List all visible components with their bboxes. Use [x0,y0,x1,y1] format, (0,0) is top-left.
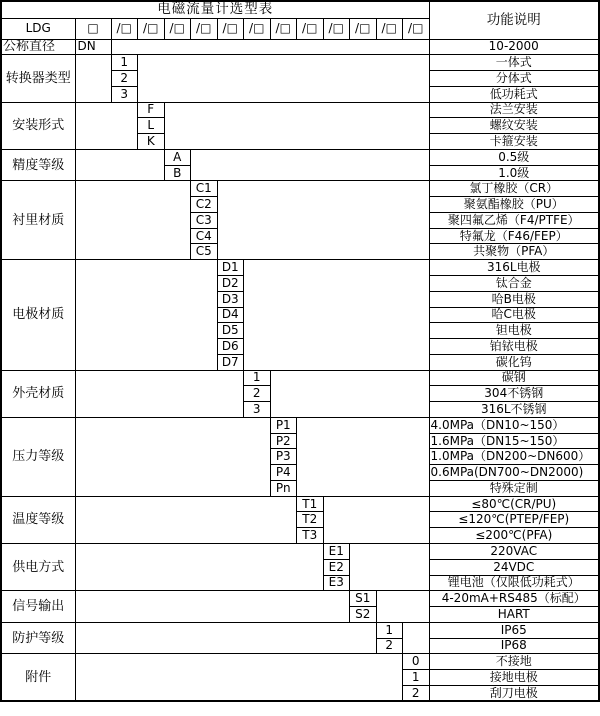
empty-cell [75,370,244,417]
empty-cell [75,55,111,102]
option-code: 1 [111,55,138,71]
section-label: 安装形式 [1,102,75,149]
option-function: 1.0MPa（DN200~DN600） [429,449,599,465]
option-function: 分体式 [429,71,599,87]
option-function: 锂电池（仅限低功耗式） [429,575,599,591]
option-code: C4 [191,228,218,244]
option-code: L [138,118,165,134]
option-code: K [138,134,165,150]
model-base-box: □ [75,18,111,39]
table-row [1,622,599,638]
option-code: D4 [217,307,244,323]
option-code: 2 [244,386,271,402]
empty-cell [297,417,430,496]
option-code: 3 [111,86,138,102]
option-function: 钛合金 [429,275,599,291]
model-slot-box: /□ [138,18,165,39]
option-code: P3 [270,449,297,465]
option-code: 3 [244,402,271,418]
empty-cell [164,102,429,149]
option-function: 共聚物（PFA） [429,244,599,260]
option-code: S2 [350,607,377,623]
option-code: 0 [403,654,430,670]
option-code: C2 [191,197,218,213]
table-row [1,181,599,197]
option-code: T1 [297,496,324,512]
option-function: 0.5级 [429,149,599,165]
empty-cell [75,149,164,181]
option-code: 2 [376,638,403,654]
option-code: D3 [217,291,244,307]
option-function: 哈C电极 [429,307,599,323]
option-function: 哈B电极 [429,291,599,307]
option-function: 1.0级 [429,165,599,181]
section-label: 防护等级 [1,622,75,654]
model-slot-box: /□ [270,18,297,39]
model-slot-box: /□ [217,18,244,39]
option-function: ≤200℃(PFA) [429,528,599,544]
option-function: 氯丁橡胶（CR） [429,181,599,197]
option-function: 聚氨酯橡胶（PU） [429,197,599,213]
option-function: 一体式 [429,55,599,71]
option-code: 2 [403,685,430,701]
empty-cell [350,544,430,591]
empty-cell [75,260,217,370]
model-prefix-label: LDG [1,18,75,39]
option-function: 碳钢 [429,370,599,386]
section-label: 精度等级 [1,149,75,181]
option-code: DN [75,39,111,55]
option-function: IP65 [429,622,599,638]
option-code: P2 [270,433,297,449]
option-function: 特氟龙（F46/FEP） [429,228,599,244]
option-function: 1.6MPa（DN15~150） [429,433,599,449]
option-function: 特殊定制 [429,480,599,496]
empty-cell [138,55,430,102]
option-code: D5 [217,323,244,339]
model-slot-box: /□ [323,18,350,39]
option-code: Pn [270,480,297,496]
option-function: 螺纹安装 [429,118,599,134]
option-code: 1 [244,370,271,386]
model-slot-box: /□ [350,18,377,39]
empty-cell [376,591,429,623]
option-code: F [138,102,165,118]
model-slot-box: /□ [111,18,138,39]
empty-cell [75,181,191,260]
page-title: 电磁流量计选型表 [1,1,429,18]
option-code: P4 [270,465,297,481]
option-function: 卡箍安装 [429,134,599,150]
option-code: E2 [323,559,350,575]
section-label: 电极材质 [1,260,75,370]
option-function: IP68 [429,638,599,654]
section-label: 外壳材质 [1,370,75,417]
option-function: 0.6MPa(DN700~DN2000) [429,465,599,481]
model-slot-box: /□ [297,18,324,39]
model-slot-box: /□ [191,18,218,39]
option-function: ≤120℃(PTEP/FEP) [429,512,599,528]
table-row [1,102,599,118]
option-code: D1 [217,260,244,276]
option-code: C5 [191,244,218,260]
section-label: 压力等级 [1,417,75,496]
option-function: 铂铱电极 [429,339,599,355]
option-function: 220VAC [429,544,599,560]
option-code: T2 [297,512,324,528]
empty-cell [217,181,429,260]
model-slot-box: /□ [164,18,191,39]
empty-cell [75,102,138,149]
option-function: 4-20mA+RS485（标配） [429,591,599,607]
option-function: 316L不锈钢 [429,402,599,418]
option-function: 304不锈钢 [429,386,599,402]
empty-cell [75,591,350,623]
empty-cell [75,417,270,496]
table-row [1,417,599,433]
option-function: 碳化钨 [429,354,599,370]
table-row [1,496,599,512]
table-row [1,654,599,670]
option-function: ≤80℃(CR/PU) [429,496,599,512]
empty-cell [270,370,429,417]
table-row [1,370,599,386]
option-function: 接地电极 [429,670,599,686]
section-label: 衬里材质 [1,181,75,260]
option-code: C1 [191,181,218,197]
empty-cell [111,39,429,55]
option-function: 4.0MPa（DN10~150） [429,417,599,433]
option-code: E3 [323,575,350,591]
empty-cell [75,622,376,654]
section-label: 信号输出 [1,591,75,623]
option-function: 刮刀电极 [429,685,599,701]
empty-cell [75,654,403,701]
table-row [1,149,599,165]
option-code: P1 [270,417,297,433]
empty-cell [403,622,430,654]
table-row [1,55,599,71]
option-code: D7 [217,354,244,370]
section-label: 供电方式 [1,544,75,591]
table-row [1,260,599,276]
function-column-header: 功能说明 [429,1,599,39]
option-code: 1 [403,670,430,686]
empty-cell [191,149,430,181]
section-label: 转换器类型 [1,55,75,102]
option-code: D6 [217,339,244,355]
model-slot-box: /□ [403,18,430,39]
option-function: 聚四氟乙烯（F4/PTFE） [429,212,599,228]
empty-cell [75,496,297,543]
model-slot-box: /□ [376,18,403,39]
option-code: D2 [217,275,244,291]
section-label: 附件 [1,654,75,701]
option-code: B [164,165,191,181]
option-function: 24VDC [429,559,599,575]
model-slot-box: /□ [244,18,271,39]
option-function: HART [429,607,599,623]
option-code: S1 [350,591,377,607]
option-code: C3 [191,212,218,228]
option-function: 316L电极 [429,260,599,276]
option-function: 法兰安装 [429,102,599,118]
empty-cell [323,496,429,543]
section-label: 公称直径 [1,39,75,55]
option-function: 低功耗式 [429,86,599,102]
empty-cell [244,260,430,370]
table-row [1,591,599,607]
option-function: 不接地 [429,654,599,670]
option-function: 10-2000 [429,39,599,55]
option-code: E1 [323,544,350,560]
option-code: 2 [111,71,138,87]
option-code: T3 [297,528,324,544]
empty-cell [75,544,323,591]
table-row [1,544,599,560]
option-code: 1 [376,622,403,638]
section-label: 温度等级 [1,496,75,543]
option-function: 钽电极 [429,323,599,339]
option-code: A [164,149,191,165]
